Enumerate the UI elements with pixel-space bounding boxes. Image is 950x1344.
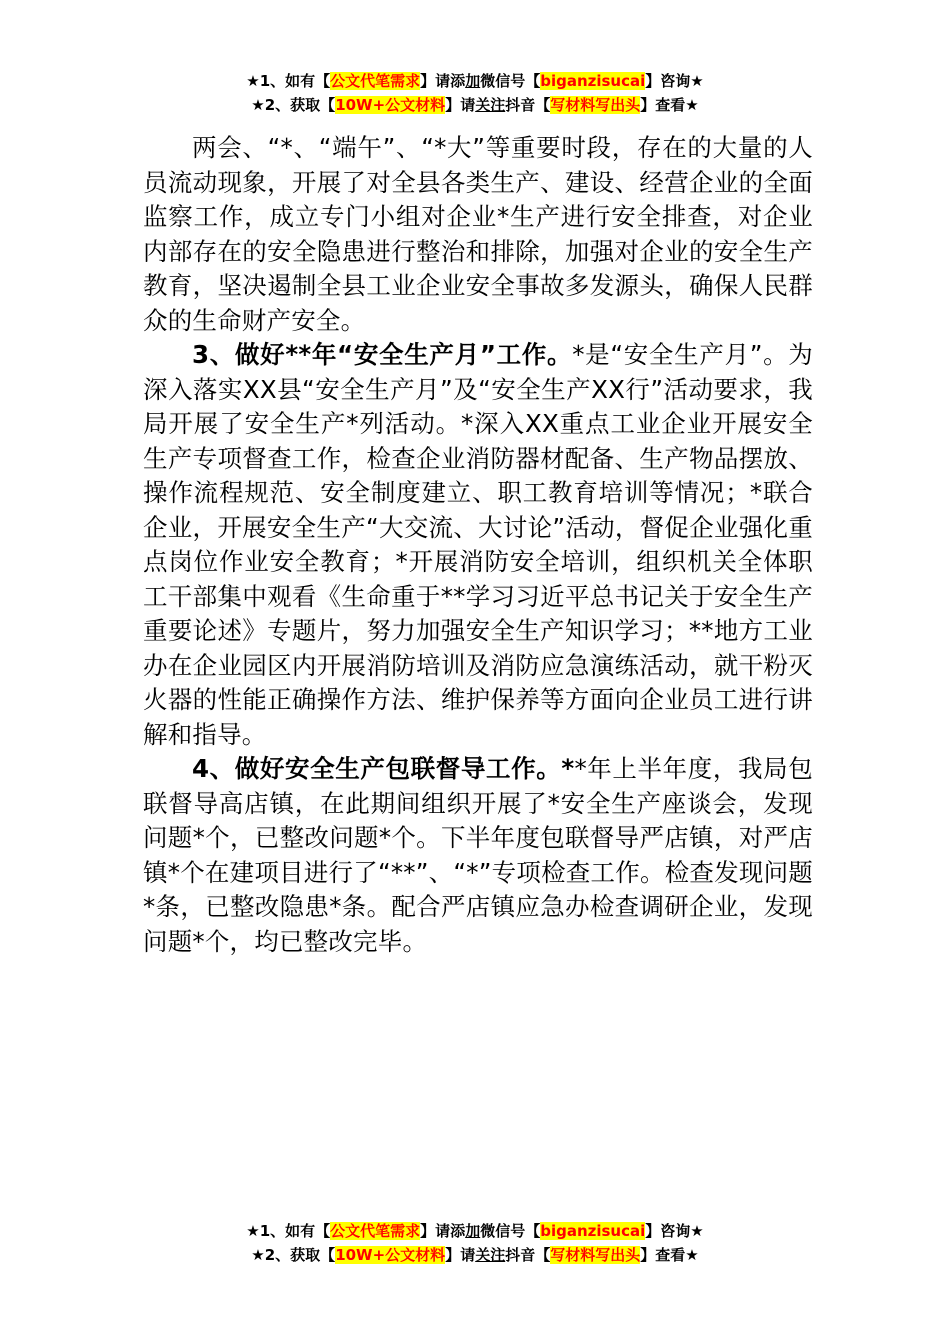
banner-text-underlined: 关注 <box>475 96 506 114</box>
banner-text: 】请添 <box>420 1222 466 1240</box>
star-icon: ★ <box>251 1246 265 1264</box>
banner-text: 】请 <box>445 96 476 114</box>
banner-text: 微信号【 <box>480 72 541 90</box>
banner-line-2 <box>0 93 950 117</box>
paragraph-3-body: *年上半年度，我局包联督导高店镇，在此期间组织开展了*安全生产座谈会，发现问题*个，已整改问题*个。下半年度包联督导严店镇，对严店镇*个在建项目进行了“**”、“*”专项检查工作。检查发现问题*条，已整改隐患*条。配合严店镇应急办检查调研企业，发现问题*个，均已整改完毕。 <box>143 754 814 956</box>
banner-text: 2、获取【 <box>264 96 336 114</box>
star-icon: ★ <box>246 1222 260 1240</box>
paragraph-2 <box>143 338 813 752</box>
banner-text-underlined: 加 <box>465 1222 481 1240</box>
paragraph-3 <box>143 752 813 959</box>
banner-text: 】查看★ <box>640 96 699 114</box>
paragraph-1: 两会、“*、“端午”、“*大”等重要时段，存在的大量的人员流动现象，开展了对全县各类生产、建设、经营企业的全面监察工作，成立专门小组对企业*生产进行安全排查，对企业内部存在的安全隐患进行整治和排除，加强对企业的安全生产教育，坚决遏制全县工业企业安全事故多发源头，确保人民群众的生命财产安全。 <box>143 133 813 335</box>
banner-text: 抖音【 <box>505 1246 551 1264</box>
section-heading-4: 4、做好安全生产包联督导工作。 <box>192 754 562 783</box>
banner-text-underlined: 关注 <box>475 1246 506 1264</box>
star-icon: ★ <box>251 96 265 114</box>
banner-text: 2、获取【 <box>264 1246 336 1264</box>
highlight-service: 公文代笔需求 <box>330 1222 421 1240</box>
section-heading-3: 3、做好**年“安全生产月”工作。 <box>192 340 573 369</box>
paragraph-3-lead: * <box>561 754 575 783</box>
highlight-materials: 10W+公文材料 <box>335 96 446 114</box>
highlight-service: 公文代笔需求 <box>330 72 421 90</box>
banner-text: 】咨询★ <box>645 1222 704 1240</box>
banner-text: 微信号【 <box>480 1222 541 1240</box>
banner-text: 1、如有【 <box>259 72 331 90</box>
highlight-douyin: 写材料写出头 <box>550 96 641 114</box>
footer-banner <box>0 1219 950 1267</box>
banner-text-underlined: 加 <box>465 72 481 90</box>
banner-text: 】请添 <box>420 72 466 90</box>
document-body <box>143 131 813 959</box>
banner-text: 】请 <box>445 1246 476 1264</box>
highlight-wechat-id: biganzisucai <box>540 72 646 90</box>
banner-line-2 <box>0 1243 950 1267</box>
banner-text: 抖音【 <box>505 96 551 114</box>
paragraph-2-body: *是“安全生产月”。为深入落实XX县“安全生产月”及“安全生产XX行”活动要求，我局开展了安全生产*列活动。*深入XX重点工业企业开展安全生产专项督查工作，检查企业消防器材配备、生产物品摆放、操作流程规范、安全制度建立、职工教育培训等情况；*联合企业，开展安全生产“大交流、大讨论”活动，督促企业强化重点岗位作业安全教育；*开展消防安全培训，组织机关全体职工干部集中观看《生命重于**学习习近平总书记关于安全生产重要论述》专题片，努力加强安全生产知识学习；**地方工业办在企业园区内开展消防培训及消防应急演练活动，就干粉灭火器的性能正确操作方法、维护保养等方面向企业员工进行讲解和指导。 <box>143 340 813 749</box>
banner-line-1 <box>0 69 950 93</box>
header-banner <box>0 69 950 117</box>
banner-text: 1、如有【 <box>259 1222 331 1240</box>
highlight-materials: 10W+公文材料 <box>335 1246 446 1264</box>
banner-text: 】查看★ <box>640 1246 699 1264</box>
star-icon: ★ <box>246 72 260 90</box>
highlight-wechat-id: biganzisucai <box>540 1222 646 1240</box>
banner-text: 】咨询★ <box>645 72 704 90</box>
highlight-douyin: 写材料写出头 <box>550 1246 641 1264</box>
banner-line-1 <box>0 1219 950 1243</box>
